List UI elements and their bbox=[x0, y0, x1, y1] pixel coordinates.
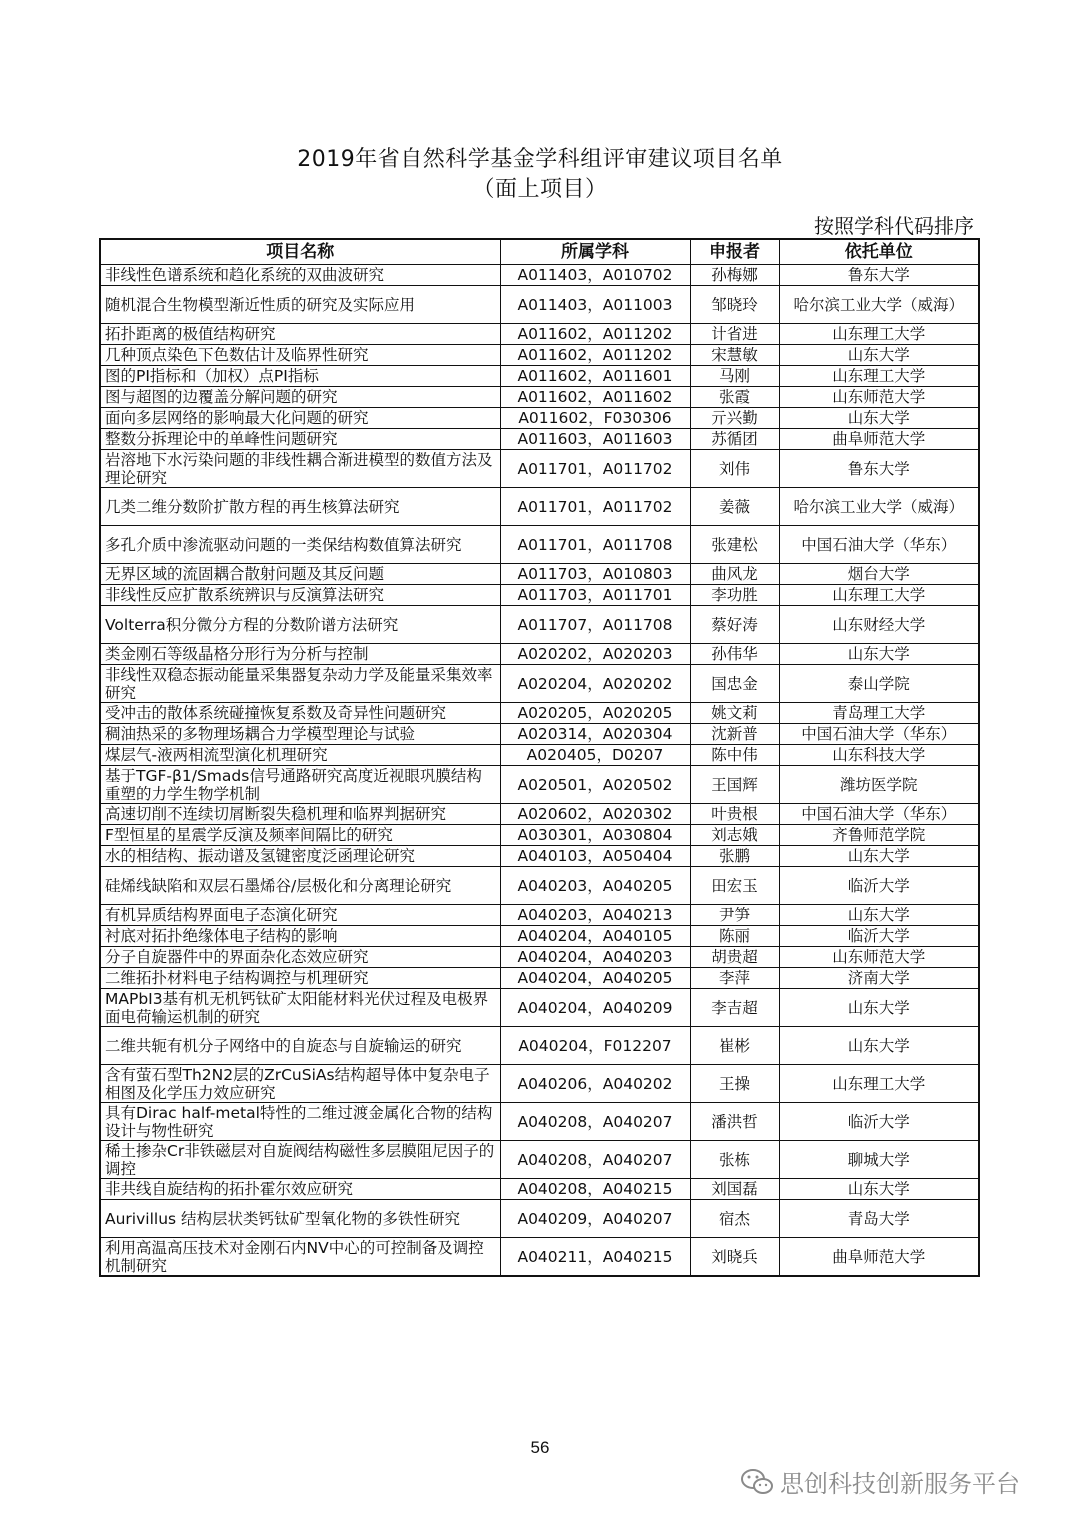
project-name-cell: 非线性双稳态振动能量采集器复杂动力学及能量采集效率研究 bbox=[100, 665, 500, 703]
applicant-cell: 崔彬 bbox=[690, 1027, 779, 1065]
institution-cell: 山东师范大学 bbox=[779, 947, 979, 968]
discipline-cell: A040206，A040202 bbox=[500, 1065, 690, 1103]
project-name-cell: 类金刚石等级晶格分形行为分析与控制 bbox=[100, 644, 500, 665]
institution-cell: 临沂大学 bbox=[779, 867, 979, 905]
project-name-cell: 稀土掺杂Cr非铁磁层对自旋阀结构磁性多层膜阻尼因子的调控 bbox=[100, 1141, 500, 1179]
institution-cell: 鲁东大学 bbox=[779, 265, 979, 286]
project-name-cell: 高速切削不连续切屑断裂失稳机理和临界判据研究 bbox=[100, 804, 500, 825]
project-name-cell: 拓扑距离的极值结构研究 bbox=[100, 324, 500, 345]
institution-cell: 烟台大学 bbox=[779, 564, 979, 585]
discipline-cell: A030301，A030804 bbox=[500, 825, 690, 846]
applicant-cell: 苏循团 bbox=[690, 429, 779, 450]
applicant-cell: 刘伟 bbox=[690, 450, 779, 488]
project-name-cell: 水的相结构、振动谱及氢键密度泛函理论研究 bbox=[100, 846, 500, 867]
project-name-cell: 稠油热采的多物理场耦合力学模型理论与试验 bbox=[100, 724, 500, 745]
project-name-cell: MAPbI3基有机无机钙钛矿太阳能材料光伏过程及电极界面电荷输运机制的研究 bbox=[100, 989, 500, 1027]
applicant-cell: 刘国磊 bbox=[690, 1179, 779, 1200]
institution-cell: 中国石油大学（华东） bbox=[779, 724, 979, 745]
project-name-cell: 非线性色谱系统和趋化系统的双曲波研究 bbox=[100, 265, 500, 286]
applicant-cell: 孙梅娜 bbox=[690, 265, 779, 286]
discipline-cell: A040204，A040203 bbox=[500, 947, 690, 968]
table-row bbox=[100, 1141, 979, 1179]
institution-cell: 山东大学 bbox=[779, 1027, 979, 1065]
table-row bbox=[100, 450, 979, 488]
table-row bbox=[100, 989, 979, 1027]
institution-cell: 济南大学 bbox=[779, 968, 979, 989]
discipline-cell: A020501，A020502 bbox=[500, 766, 690, 804]
institution-cell: 山东大学 bbox=[779, 1179, 979, 1200]
table-row bbox=[100, 1200, 979, 1238]
applicant-cell: 邹晓玲 bbox=[690, 286, 779, 324]
watermark bbox=[740, 1464, 1020, 1499]
project-name-cell: 非线性反应扩散系统辨识与反演算法研究 bbox=[100, 585, 500, 606]
project-name-cell: 无界区域的流固耦合散射问题及其反问题 bbox=[100, 564, 500, 585]
project-table bbox=[99, 238, 980, 1277]
discipline-cell: A011703，A010803 bbox=[500, 564, 690, 585]
institution-cell: 曲阜师范大学 bbox=[779, 1238, 979, 1277]
applicant-cell: 宿杰 bbox=[690, 1200, 779, 1238]
project-name-cell: 岩溶地下水污染问题的非线性耦合渐进模型的数值方法及理论研究 bbox=[100, 450, 500, 488]
discipline-cell: A011701，A011708 bbox=[500, 526, 690, 564]
institution-cell: 哈尔滨工业大学（威海） bbox=[779, 488, 979, 526]
discipline-cell: A011602，A011202 bbox=[500, 345, 690, 366]
table-row bbox=[100, 724, 979, 745]
discipline-cell: A040203，A040213 bbox=[500, 905, 690, 926]
table-row bbox=[100, 947, 979, 968]
project-name-cell: 利用高温高压技术对金刚石内NV中心的可控制备及调控机制研究 bbox=[100, 1238, 500, 1277]
institution-cell: 中国石油大学（华东） bbox=[779, 526, 979, 564]
applicant-cell: 李吉超 bbox=[690, 989, 779, 1027]
discipline-cell: A011701，A011702 bbox=[500, 488, 690, 526]
project-name-cell: 随机混合生物模型渐近性质的研究及实际应用 bbox=[100, 286, 500, 324]
institution-cell: 鲁东大学 bbox=[779, 450, 979, 488]
table-row bbox=[100, 1179, 979, 1200]
project-name-cell: 图的PI指标和（加权）点PI指标 bbox=[100, 366, 500, 387]
discipline-cell: A011703，A011701 bbox=[500, 585, 690, 606]
project-name-cell: 分子自旋器件中的界面杂化态效应研究 bbox=[100, 947, 500, 968]
watermark-text: 思创科技创新服务平台 bbox=[780, 1470, 1020, 1498]
project-name-cell: 几类二维分数阶扩散方程的再生核算法研究 bbox=[100, 488, 500, 526]
project-name-cell: 具有Dirac half-metal特性的二维过渡金属化合物的结构设计与物性研究 bbox=[100, 1103, 500, 1141]
table-row bbox=[100, 926, 979, 947]
column-header-project-name: 项目名称 bbox=[100, 239, 500, 265]
table-row bbox=[100, 526, 979, 564]
project-name-cell: 硅烯线缺陷和双层石墨烯谷/层极化和分离理论研究 bbox=[100, 867, 500, 905]
applicant-cell: 马刚 bbox=[690, 366, 779, 387]
institution-cell: 山东科技大学 bbox=[779, 745, 979, 766]
project-name-cell: 面向多层网络的影响最大化问题的研究 bbox=[100, 408, 500, 429]
applicant-cell: 尹笋 bbox=[690, 905, 779, 926]
project-name-cell: 二维共轭有机分子网络中的自旋态与自旋输运的研究 bbox=[100, 1027, 500, 1065]
discipline-cell: A040211，A040215 bbox=[500, 1238, 690, 1277]
institution-cell: 潍坊医学院 bbox=[779, 766, 979, 804]
table-row bbox=[100, 1065, 979, 1103]
institution-cell: 山东大学 bbox=[779, 408, 979, 429]
institution-cell: 泰山学院 bbox=[779, 665, 979, 703]
applicant-cell: 亓兴勤 bbox=[690, 408, 779, 429]
discipline-cell: A011707，A011708 bbox=[500, 606, 690, 644]
applicant-cell: 沈新普 bbox=[690, 724, 779, 745]
institution-cell: 齐鲁师范学院 bbox=[779, 825, 979, 846]
project-name-cell: 二维拓扑材料电子结构调控与机理研究 bbox=[100, 968, 500, 989]
discipline-cell: A040204，A040209 bbox=[500, 989, 690, 1027]
discipline-cell: A020602，A020302 bbox=[500, 804, 690, 825]
discipline-cell: A011403，A010702 bbox=[500, 265, 690, 286]
institution-cell: 青岛理工大学 bbox=[779, 703, 979, 724]
discipline-cell: A020314，A020304 bbox=[500, 724, 690, 745]
column-header-institution: 依托单位 bbox=[779, 239, 979, 265]
applicant-cell: 李功胜 bbox=[690, 585, 779, 606]
discipline-cell: A011603，A011603 bbox=[500, 429, 690, 450]
column-header-applicant: 申报者 bbox=[690, 239, 779, 265]
page-title: 2019年省自然科学基金学科组评审建议项目名单 bbox=[297, 147, 783, 172]
discipline-cell: A040209，A040207 bbox=[500, 1200, 690, 1238]
table-row bbox=[100, 1027, 979, 1065]
institution-cell: 曲阜师范大学 bbox=[779, 429, 979, 450]
institution-cell: 山东大学 bbox=[779, 905, 979, 926]
applicant-cell: 曲风龙 bbox=[690, 564, 779, 585]
institution-cell: 山东大学 bbox=[779, 644, 979, 665]
applicant-cell: 王国辉 bbox=[690, 766, 779, 804]
project-name-cell: 几种顶点染色下色数估计及临界性研究 bbox=[100, 345, 500, 366]
applicant-cell: 宋慧敏 bbox=[690, 345, 779, 366]
project-name-cell: 多孔介质中渗流驱动问题的一类保结构数值算法研究 bbox=[100, 526, 500, 564]
applicant-cell: 田宏玉 bbox=[690, 867, 779, 905]
project-name-cell: 含有萤石型Th2N2层的ZrCuSiAs结构超导体中复杂电子相图及化学压力效应研究 bbox=[100, 1065, 500, 1103]
applicant-cell: 姚文莉 bbox=[690, 703, 779, 724]
applicant-cell: 刘晓兵 bbox=[690, 1238, 779, 1277]
table-row bbox=[100, 665, 979, 703]
discipline-cell: A040208，A040207 bbox=[500, 1141, 690, 1179]
table-row bbox=[100, 324, 979, 345]
applicant-cell: 计省进 bbox=[690, 324, 779, 345]
table-row bbox=[100, 1103, 979, 1141]
discipline-cell: A011602，A011601 bbox=[500, 366, 690, 387]
table-row bbox=[100, 804, 979, 825]
project-name-cell: 受冲击的散体系统碰撞恢复系数及奇异性问题研究 bbox=[100, 703, 500, 724]
table-row bbox=[100, 387, 979, 408]
table-row bbox=[100, 905, 979, 926]
institution-cell: 山东大学 bbox=[779, 345, 979, 366]
applicant-cell: 国忠金 bbox=[690, 665, 779, 703]
institution-cell: 山东理工大学 bbox=[779, 585, 979, 606]
discipline-cell: A020204，A020202 bbox=[500, 665, 690, 703]
table-row bbox=[100, 644, 979, 665]
institution-cell: 青岛大学 bbox=[779, 1200, 979, 1238]
table-row bbox=[100, 703, 979, 724]
institution-cell: 临沂大学 bbox=[779, 926, 979, 947]
discipline-cell: A011701，A011702 bbox=[500, 450, 690, 488]
table-row bbox=[100, 867, 979, 905]
wechat-icon bbox=[740, 1468, 774, 1496]
table-row bbox=[100, 366, 979, 387]
discipline-cell: A040204，F012207 bbox=[500, 1027, 690, 1065]
institution-cell: 山东理工大学 bbox=[779, 324, 979, 345]
institution-cell: 山东大学 bbox=[779, 846, 979, 867]
table-row bbox=[100, 345, 979, 366]
project-name-cell: 有机异质结构界面电子态演化研究 bbox=[100, 905, 500, 926]
table-row bbox=[100, 488, 979, 526]
institution-cell: 山东理工大学 bbox=[779, 366, 979, 387]
table-row bbox=[100, 766, 979, 804]
project-name-cell: Aurivillus 结构层状类钙钛矿型氧化物的多铁性研究 bbox=[100, 1200, 500, 1238]
applicant-cell: 陈中伟 bbox=[690, 745, 779, 766]
institution-cell: 山东财经大学 bbox=[779, 606, 979, 644]
table-row bbox=[100, 1238, 979, 1277]
institution-cell: 临沂大学 bbox=[779, 1103, 979, 1141]
applicant-cell: 叶贵根 bbox=[690, 804, 779, 825]
table-row bbox=[100, 429, 979, 450]
discipline-cell: A040103，A050404 bbox=[500, 846, 690, 867]
applicant-cell: 姜薇 bbox=[690, 488, 779, 526]
institution-cell: 山东师范大学 bbox=[779, 387, 979, 408]
discipline-cell: A020202，A020203 bbox=[500, 644, 690, 665]
table-row bbox=[100, 585, 979, 606]
institution-cell: 山东理工大学 bbox=[779, 1065, 979, 1103]
discipline-cell: A011403，A011003 bbox=[500, 286, 690, 324]
applicant-cell: 孙伟华 bbox=[690, 644, 779, 665]
sort-note: 按照学科代码排序 bbox=[814, 214, 974, 238]
project-name-cell: Volterra积分微分方程的分数阶谱方法研究 bbox=[100, 606, 500, 644]
applicant-cell: 刘志娥 bbox=[690, 825, 779, 846]
project-name-cell: 煤层气-液两相流型演化机理研究 bbox=[100, 745, 500, 766]
page-subtitle: （面上项目） bbox=[472, 177, 608, 202]
applicant-cell: 王操 bbox=[690, 1065, 779, 1103]
discipline-cell: A011602，F030306 bbox=[500, 408, 690, 429]
applicant-cell: 潘洪哲 bbox=[690, 1103, 779, 1141]
discipline-cell: A040204，A040205 bbox=[500, 968, 690, 989]
project-name-cell: 图与超图的边覆盖分解问题的研究 bbox=[100, 387, 500, 408]
table-row bbox=[100, 968, 979, 989]
applicant-cell: 张鹏 bbox=[690, 846, 779, 867]
institution-cell: 聊城大学 bbox=[779, 1141, 979, 1179]
discipline-cell: A040204，A040105 bbox=[500, 926, 690, 947]
discipline-cell: A020205，A020205 bbox=[500, 703, 690, 724]
applicant-cell: 张霞 bbox=[690, 387, 779, 408]
applicant-cell: 胡贵超 bbox=[690, 947, 779, 968]
discipline-cell: A040208，A040215 bbox=[500, 1179, 690, 1200]
discipline-cell: A040208，A040207 bbox=[500, 1103, 690, 1141]
project-name-cell: 基于TGF-β1/Smads信号通路研究高度近视眼巩膜结构重塑的力学生物学机制 bbox=[100, 766, 500, 804]
page-number: 56 bbox=[530, 1438, 550, 1457]
institution-cell: 中国石油大学（华东） bbox=[779, 804, 979, 825]
institution-cell: 山东大学 bbox=[779, 989, 979, 1027]
table-row bbox=[100, 408, 979, 429]
discipline-cell: A011602，A011202 bbox=[500, 324, 690, 345]
project-name-cell: 非共线自旋结构的拓扑霍尔效应研究 bbox=[100, 1179, 500, 1200]
discipline-cell: A011602，A011602 bbox=[500, 387, 690, 408]
institution-cell: 哈尔滨工业大学（威海） bbox=[779, 286, 979, 324]
discipline-cell: A040203，A040205 bbox=[500, 867, 690, 905]
applicant-cell: 蔡好涛 bbox=[690, 606, 779, 644]
column-header-discipline: 所属学科 bbox=[500, 239, 690, 265]
applicant-cell: 李萍 bbox=[690, 968, 779, 989]
applicant-cell: 张建松 bbox=[690, 526, 779, 564]
table-row bbox=[100, 846, 979, 867]
table-row bbox=[100, 265, 979, 286]
project-name-cell: 整数分拆理论中的单峰性问题研究 bbox=[100, 429, 500, 450]
applicant-cell: 张栋 bbox=[690, 1141, 779, 1179]
table-row bbox=[100, 286, 979, 324]
project-name-cell: F型恒星的星震学反演及频率间隔比的研究 bbox=[100, 825, 500, 846]
applicant-cell: 陈丽 bbox=[690, 926, 779, 947]
table-row bbox=[100, 825, 979, 846]
table-row bbox=[100, 564, 979, 585]
table-row bbox=[100, 606, 979, 644]
discipline-cell: A020405，D0207 bbox=[500, 745, 690, 766]
project-name-cell: 衬底对拓扑绝缘体电子结构的影响 bbox=[100, 926, 500, 947]
table-row bbox=[100, 745, 979, 766]
